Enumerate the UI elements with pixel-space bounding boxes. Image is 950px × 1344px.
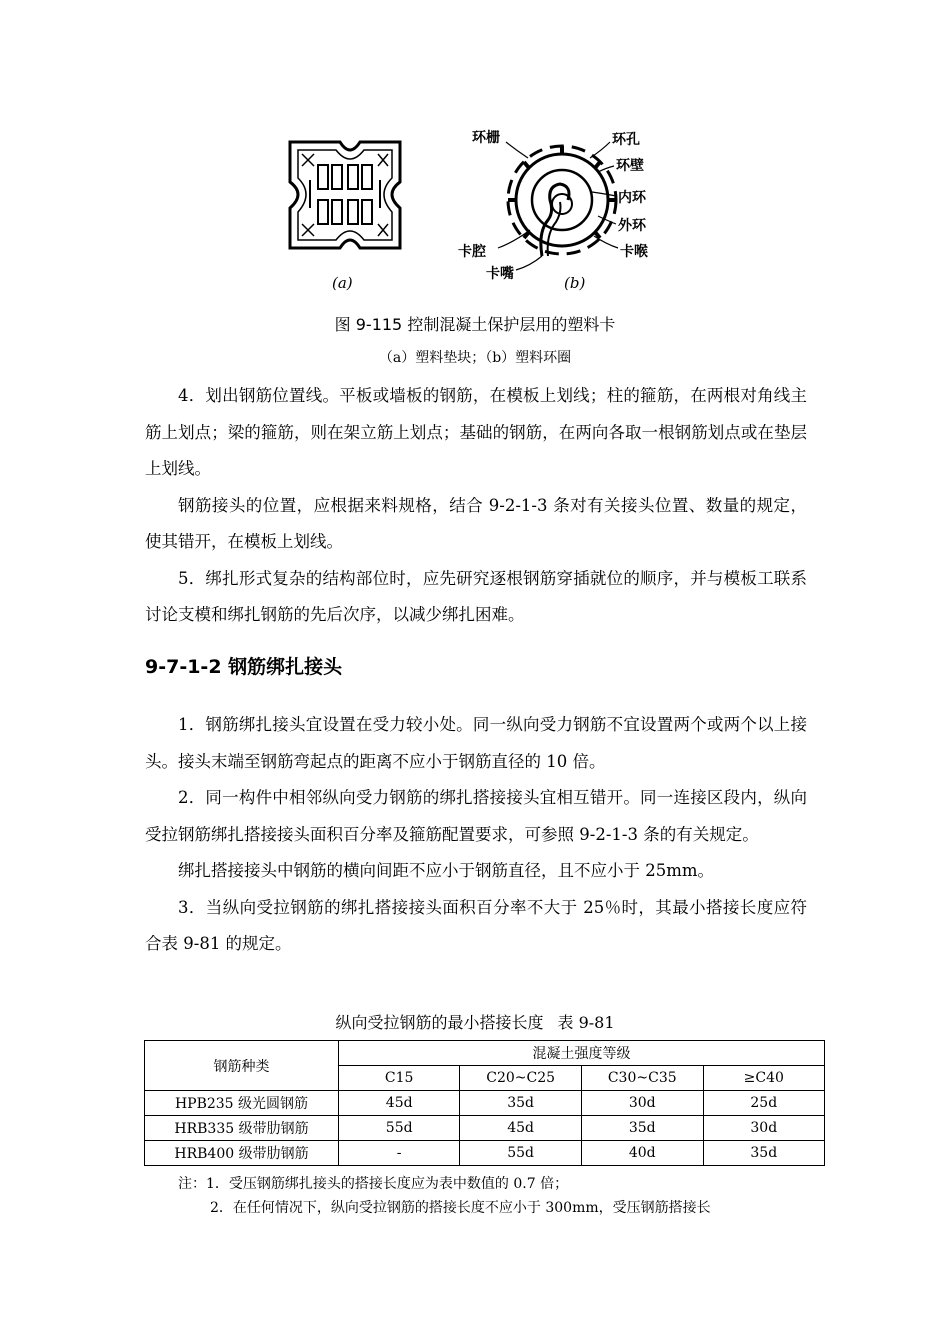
paragraph: 3．当纵向受拉钢筋的绑扎搭接接头面积百分率不大于 25％时，其最小搭接长度应符合表 9-81 的规定。 [145,897,807,953]
paragraph: 5．绑扎形式复杂的结构部位时，应先研究逐根钢筋穿插就位的顺序，并与模板工联系讨论支模和绑扎钢筋的先后次序，以减少绑扎困难。 [145,568,807,624]
paragraph: 绑扎搭接接头中钢筋的横向间距不应小于钢筋直径，且不应小于 25mm。 [178,861,715,880]
label-inner-ring: 内环 [618,190,646,206]
label-ring-grid: 环栅 [472,130,500,146]
note-2: 2．在任何情况下，纵向受拉钢筋的搭接长度不应小于 300mm，受压钢筋搭接长 [210,1200,711,1216]
paragraph: 钢筋接头的位置，应根据来料规格，结合 9-2-1-3 条对有关接头位置、数量的规定，使其错开，在模板上划线。 [145,495,807,551]
header-c20-c25: C20~C25 [460,1066,582,1091]
table-cell: - [339,1141,460,1166]
table-cell: 40d [581,1141,703,1166]
figure-caption: 图 9-115 控制混凝土保护层用的塑料卡 [334,315,616,334]
label-clip-mouth: 卡嘴 [486,266,514,282]
table-cell: 45d [460,1116,582,1141]
label-ring-wall: 环壁 [616,158,644,174]
table-header-row [145,1041,825,1066]
table-cell: HRB335 级带肋钢筋 [145,1116,339,1141]
table-cell: 45d [339,1091,460,1116]
paragraph: 1．钢筋绑扎接头宜设置在受力较小处。同一纵向受力钢筋不宜设置两个或两个以上接头。接头末端至钢筋弯起点的距离不应小于钢筋直径的 10 倍。 [145,715,807,771]
table-cell: 35d [581,1116,703,1141]
figure-label-a: (a) [332,274,353,292]
figure-plastic-clips [280,120,700,300]
header-c15: C15 [339,1066,460,1091]
label-clip-cavity: 卡腔 [458,244,486,260]
figure-drawing [280,120,700,300]
plastic-ring-drawing [498,142,618,270]
lap-length-table [144,1040,825,1166]
table-cell: 35d [703,1141,824,1166]
table-row [145,1141,825,1166]
table-row [145,1091,825,1116]
table-title-text: 纵向受拉钢筋的最小搭接长度 [335,1013,544,1032]
table-cell: 30d [703,1116,824,1141]
table-row [145,1116,825,1141]
header-concrete-grade: 混凝土强度等级 [339,1041,825,1066]
body-text-top [145,378,807,634]
table-number: 表 9-81 [557,1013,615,1032]
label-ring-hole: 环孔 [612,132,640,148]
table-cell: HRB400 级带肋钢筋 [145,1141,339,1166]
header-c30-c35: C30~C35 [581,1066,703,1091]
table-title [0,1010,950,1033]
table-cell: 35d [460,1091,582,1116]
paragraph: 2．同一构件中相邻纵向受力钢筋的绑扎搭接接头宜相互错开。同一连接区段内，纵向受拉钢筋绑扎搭接接头面积百分率及箍筋配置要求，可参照 9-2-1-3 条的有关规定。 [145,788,807,844]
table-cell: 55d [339,1116,460,1141]
table-cell: 25d [703,1091,824,1116]
figure-subcaption: （a）塑料垫块；（b）塑料环圈 [378,350,572,366]
header-rebar-type: 钢筋种类 [145,1041,339,1091]
table-cell: 30d [581,1091,703,1116]
header-c40: ≥C40 [703,1066,824,1091]
note-1: 注：1．受压钢筋绑扎接头的搭接长度应为表中数值的 0.7 倍； [178,1176,569,1192]
label-outer-ring: 外环 [618,218,646,234]
table-cell: 55d [460,1141,582,1166]
table-cell: HPB235 级光圆钢筋 [145,1091,339,1116]
label-clip-throat: 卡喉 [620,244,648,260]
figure-label-b: (b) [564,274,586,292]
paragraph: 4．划出钢筋位置线。平板或墙板的钢筋，在模板上划线；柱的箍筋，在两根对角线主筋上划点；梁的箍筋，则在架立筋上划点；基础的钢筋，在两向各取一根钢筋划点或在垫层上划线。 [145,386,807,478]
body-text-bottom [145,707,807,963]
table-notes [178,1172,711,1220]
section-heading: 9-7-1-2 钢筋绑扎接头 [145,656,343,678]
plastic-spacer-block-drawing [290,142,400,248]
